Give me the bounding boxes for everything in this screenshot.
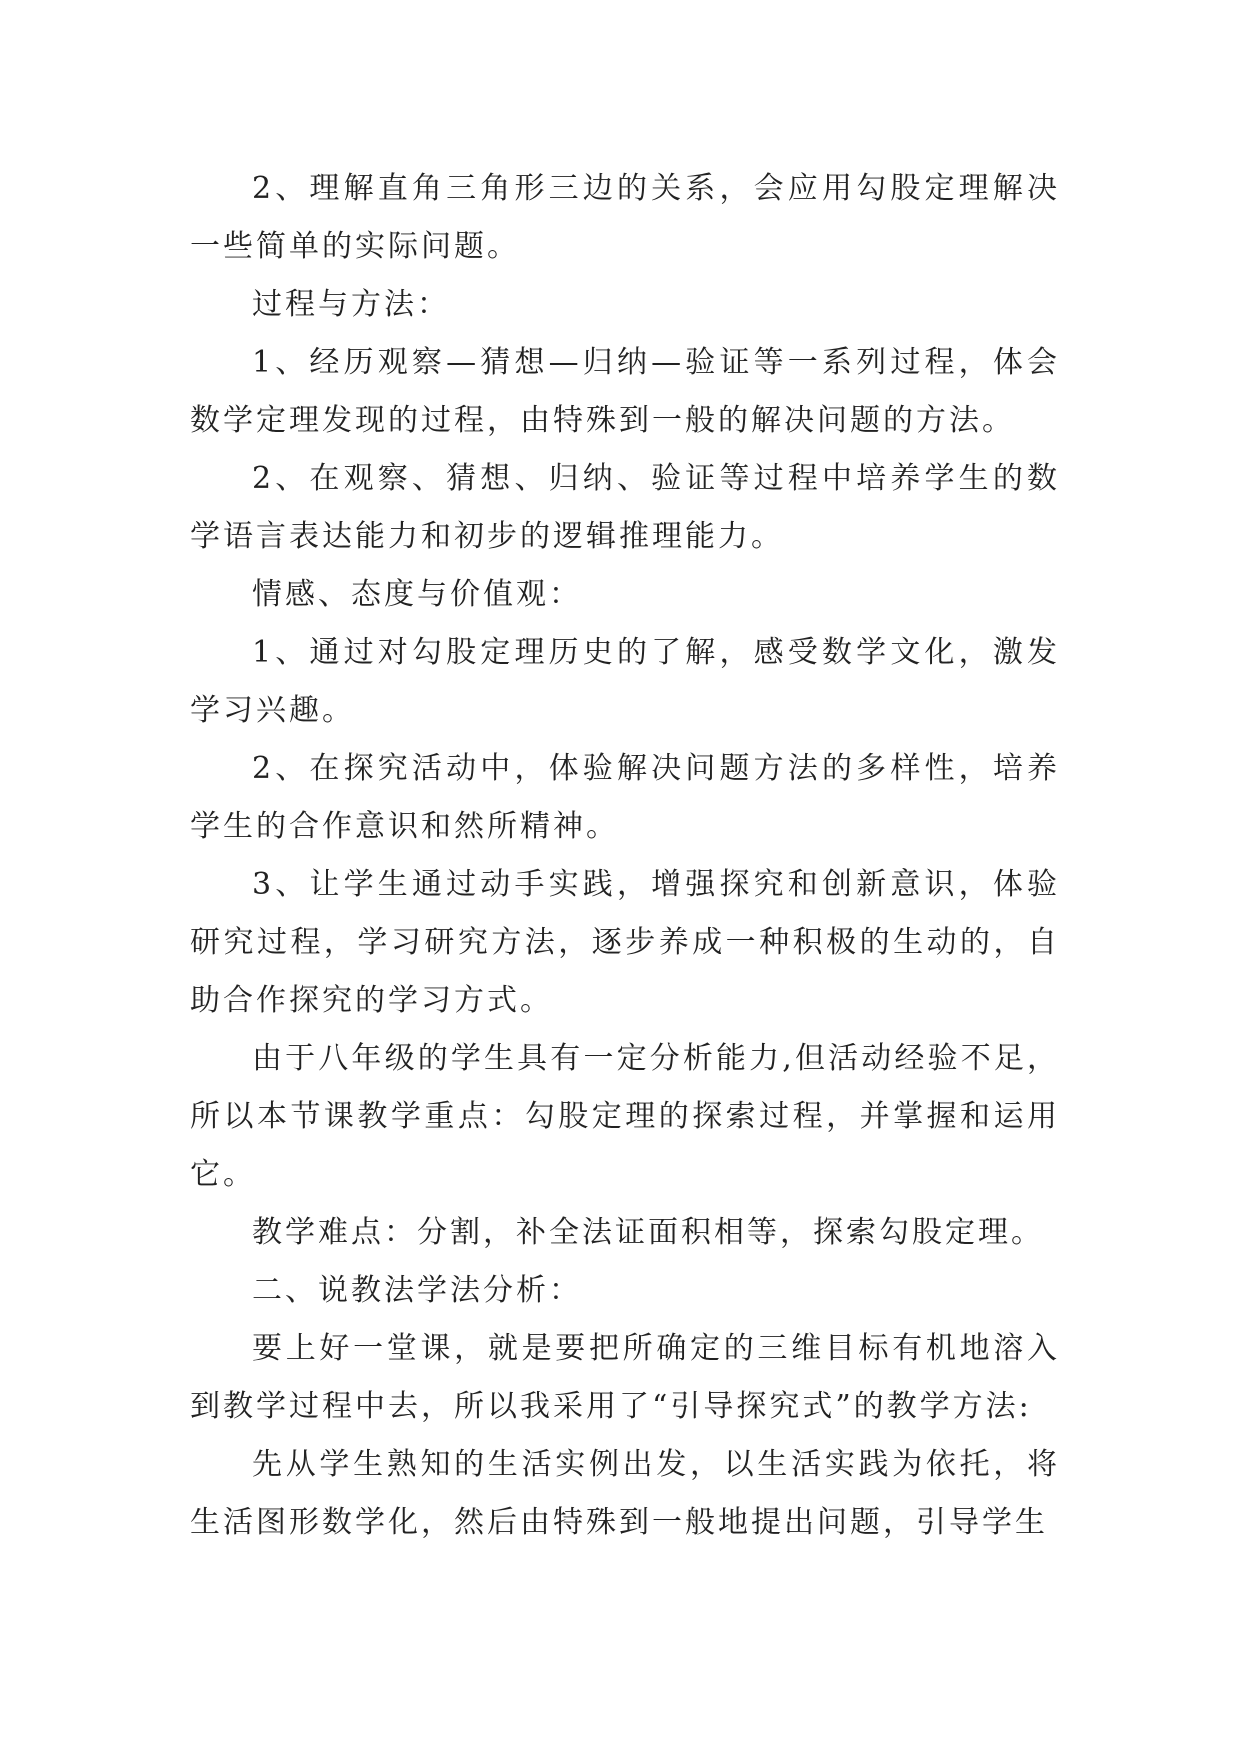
paragraph-process-2: 2、在观察、猜想、归纳、验证等过程中培养学生的数学语言表达能力和初步的逻辑推理能力。 <box>190 461 1060 554</box>
paragraph-emotion-2: 2、在探究活动中，体验解决问题方法的多样性，培养学生的合作意识和然所精神。 <box>190 751 1060 844</box>
paragraph-process-1: 1、经历观察—猜想—归纳—验证等一系列过程，体会数学定理发现的过程，由特殊到一般的解决问题的方法。 <box>190 345 1060 438</box>
document-body <box>190 160 1060 1552</box>
paragraph-key-points: 由于八年级的学生具有一定分析能力,但活动经验不足，所以本节课教学重点：勾股定理的探索过程，并掌握和运用它。 <box>190 1041 1060 1192</box>
heading-emotion-attitude-values: 情感、态度与价值观： <box>252 577 582 612</box>
heading-process-and-method: 过程与方法： <box>252 287 450 322</box>
paragraph-difficulties: 教学难点：分割，补全法证面积相等，探索勾股定理。 <box>252 1215 1044 1250</box>
paragraph-goal-2: 2、理解直角三角形三边的关系，会应用勾股定理解决一些简单的实际问题。 <box>190 171 1060 264</box>
paragraph-method-detail: 先从学生熟知的生活实例出发，以生活实践为依托，将生活图形数学化，然后由特殊到一般地提出问题，引导学生 <box>190 1447 1060 1540</box>
paragraph-emotion-1: 1、通过对勾股定理历史的了解，感受数学文化，激发学习兴趣。 <box>190 635 1060 728</box>
heading-teaching-method-analysis: 二、说教法学法分析： <box>252 1273 582 1308</box>
paragraph-method-intro: 要上好一堂课，就是要把所确定的三维目标有机地溶入到教学过程中去，所以我采用了“引导探究式”的教学方法: <box>190 1331 1060 1424</box>
paragraph-emotion-3: 3、让学生通过动手实践，增强探究和创新意识，体验研究过程，学习研究方法，逐步养成一种积极的生动的，自助合作探究的学习方式。 <box>190 867 1060 1018</box>
